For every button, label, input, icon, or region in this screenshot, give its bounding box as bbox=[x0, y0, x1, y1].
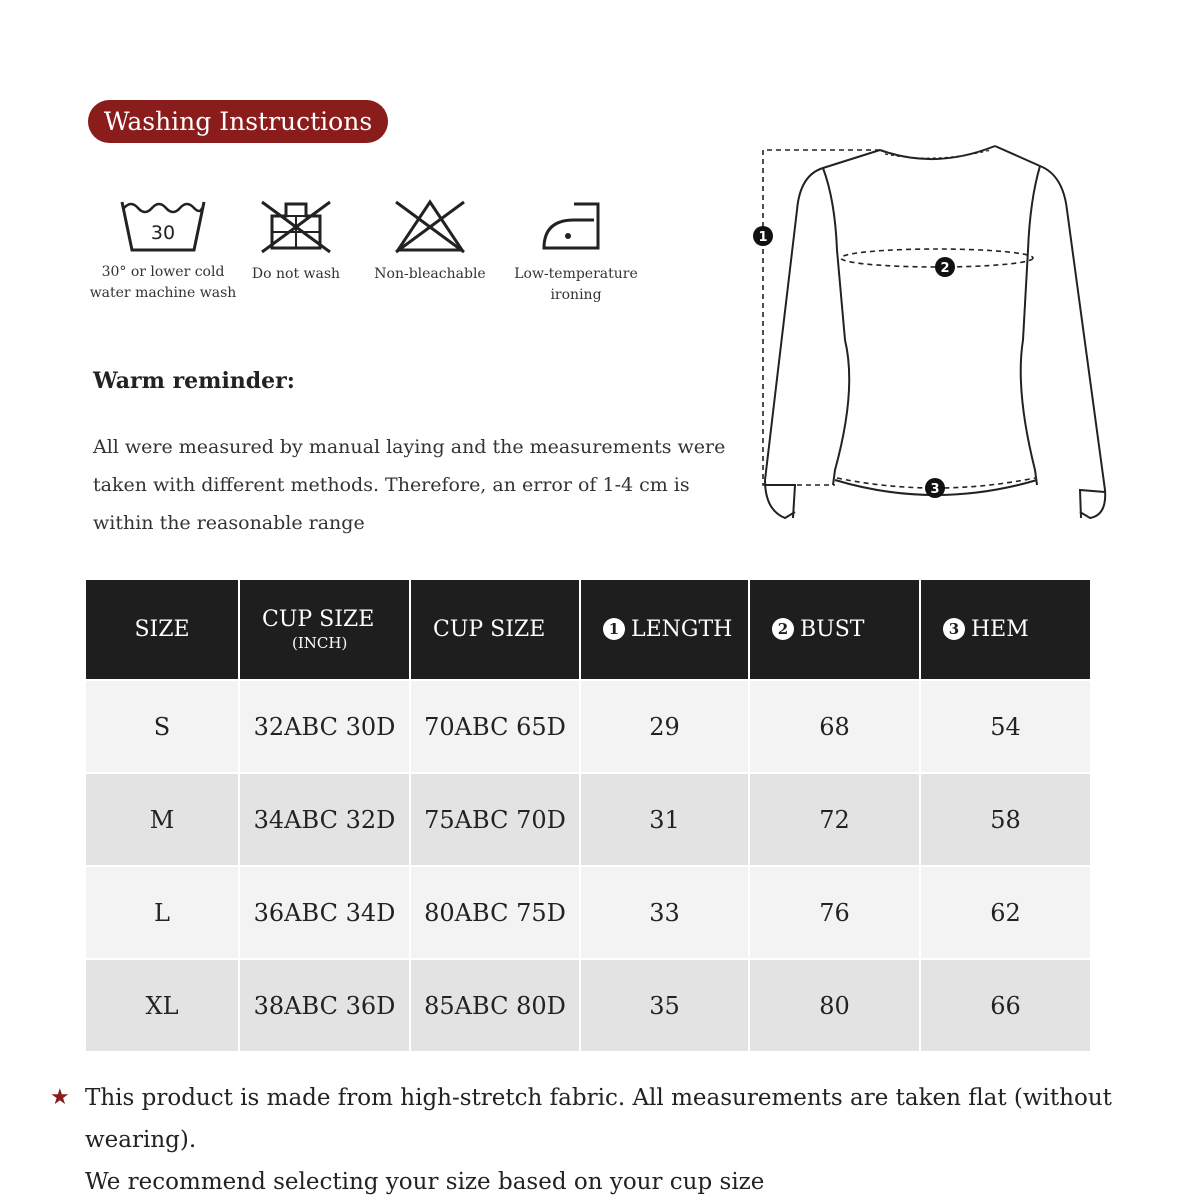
cell-bust: 80 bbox=[749, 959, 920, 1051]
garment-diagram bbox=[745, 140, 1115, 530]
footnote-line: We recommend selecting your size based on your cup size bbox=[85, 1169, 765, 1195]
cell-hem: 62 bbox=[920, 866, 1090, 959]
cell-size: XL bbox=[86, 959, 239, 1051]
cell-cup-inch: 34ABC 32D bbox=[239, 773, 410, 866]
header-label: LENGTH bbox=[631, 617, 733, 642]
cell-cup: 85ABC 80D bbox=[410, 959, 580, 1051]
header-unit: (INCH) bbox=[292, 634, 348, 652]
table-row bbox=[86, 866, 1090, 959]
measure-marker-2 bbox=[935, 257, 955, 277]
cell-size: M bbox=[86, 773, 239, 866]
table-header-row bbox=[86, 580, 1090, 680]
cell-cup-inch: 32ABC 30D bbox=[239, 680, 410, 773]
header-cup-size-inch bbox=[239, 580, 410, 680]
marker-label: 1 bbox=[758, 230, 768, 245]
care-label-line: Do not wash bbox=[251, 266, 341, 282]
table-row bbox=[86, 773, 1090, 866]
care-label-line: ironing bbox=[550, 287, 602, 303]
cell-size: L bbox=[86, 866, 239, 959]
reminder-text: All were measured by manual laying and the measurements were taken with different methods. Therefore, an error of 1-4 cm is within the reasonable range bbox=[93, 436, 726, 534]
low-temp-iron-icon bbox=[538, 198, 614, 254]
size-table bbox=[86, 580, 1090, 1051]
table-row bbox=[86, 959, 1090, 1051]
care-label-line: Non-bleachable bbox=[374, 266, 486, 282]
table-row bbox=[86, 680, 1090, 773]
cell-cup-inch: 38ABC 36D bbox=[239, 959, 410, 1051]
cell-length: 35 bbox=[580, 959, 749, 1051]
wash-temperature: 30 bbox=[150, 222, 176, 244]
cell-size: S bbox=[86, 680, 239, 773]
care-label-line: Low-temperature bbox=[514, 266, 638, 282]
cell-bust: 68 bbox=[749, 680, 920, 773]
reminder-title: Warm reminder: bbox=[93, 368, 295, 394]
non-bleachable-icon bbox=[392, 198, 468, 254]
header-cup-size: CUP SIZE bbox=[410, 580, 580, 680]
cell-cup: 75ABC 70D bbox=[410, 773, 580, 866]
cell-length: 29 bbox=[580, 680, 749, 773]
header-label: HEM bbox=[971, 617, 1029, 642]
header-hem bbox=[920, 580, 1090, 680]
marker-label: 3 bbox=[930, 482, 940, 497]
footnote-line: This product is made from high-stretch fabric. All measurements are taken flat (without wearing). bbox=[85, 1085, 1112, 1153]
cell-length: 33 bbox=[580, 866, 749, 959]
do-not-wash-icon bbox=[258, 198, 334, 254]
care-label bbox=[496, 264, 656, 306]
cell-cup-inch: 36ABC 34D bbox=[239, 866, 410, 959]
header-label: BUST bbox=[800, 617, 865, 642]
header-length bbox=[580, 580, 749, 680]
care-label bbox=[350, 264, 510, 285]
care-label-line: 30° or lower cold bbox=[101, 264, 225, 280]
cell-length: 31 bbox=[580, 773, 749, 866]
care-item-low-temp-iron bbox=[496, 198, 656, 306]
cell-hem: 58 bbox=[920, 773, 1090, 866]
star-icon: ★ bbox=[50, 1085, 70, 1110]
footnote bbox=[50, 1077, 1180, 1203]
cell-hem: 66 bbox=[920, 959, 1090, 1051]
cell-cup: 70ABC 65D bbox=[410, 680, 580, 773]
bust-marker: 2 bbox=[772, 618, 794, 640]
header-bust bbox=[749, 580, 920, 680]
wash-30-icon bbox=[120, 198, 206, 252]
hem-marker: 3 bbox=[943, 618, 965, 640]
care-label-line: water machine wash bbox=[89, 285, 237, 301]
measure-marker-1 bbox=[753, 226, 773, 246]
care-item-non-bleachable bbox=[350, 198, 510, 285]
cell-bust: 76 bbox=[749, 866, 920, 959]
measure-marker-3 bbox=[925, 478, 945, 498]
cell-bust: 72 bbox=[749, 773, 920, 866]
cell-hem: 54 bbox=[920, 680, 1090, 773]
header-label: CUP SIZE bbox=[262, 607, 375, 632]
cell-cup: 80ABC 75D bbox=[410, 866, 580, 959]
marker-label: 2 bbox=[940, 261, 950, 276]
header-size: SIZE bbox=[86, 580, 239, 680]
section-title: Washing Instructions bbox=[88, 100, 388, 143]
length-marker: 1 bbox=[603, 618, 625, 640]
